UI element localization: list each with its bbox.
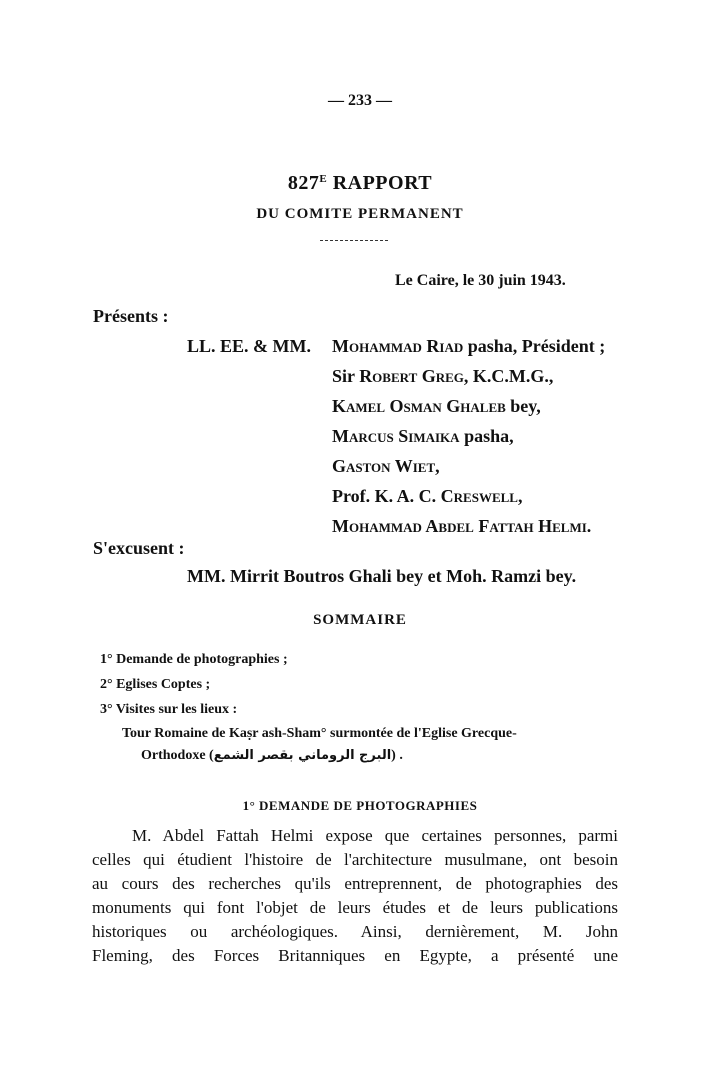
summary-item: 1° Demande de photographies ;	[100, 652, 288, 667]
report-word: RAPPORT	[332, 172, 433, 194]
member-line	[332, 366, 553, 387]
member-line	[332, 456, 440, 477]
member-rest: ,	[517, 486, 523, 506]
report-title	[0, 172, 720, 195]
excused-label: S'excusent :	[93, 538, 185, 558]
subitem-prefix: Orthodoxe (	[141, 748, 214, 763]
section-heading: 1° DEMANDE DE PHOTOGRAPHIES	[242, 798, 478, 813]
member-rest: bey,	[505, 396, 541, 416]
member-line	[332, 426, 514, 447]
member-name: Kamel Osman Ghaleb	[332, 396, 506, 416]
date-line: Le Caire, le 30 juin 1943.	[395, 272, 566, 289]
member-name: Mohammad Abdel Fattah Helmi	[332, 516, 587, 536]
paragraph-line: M. Abdel Fattah Helmi expose que certaines personnes, parmi	[132, 826, 618, 845]
member-name: Marcus Simaika	[332, 426, 460, 446]
paragraph-line: au cours des recherches qu'ils entreprennent, de photographies des	[92, 874, 618, 893]
report-number: 827	[287, 172, 320, 194]
member-rest: , K.C.M.G.,	[463, 366, 554, 386]
member-title: Prof. K. A. C.	[332, 486, 441, 506]
committee-title: DU COMITE PERMANENT	[256, 206, 464, 222]
summary-subitem-line2	[141, 748, 403, 764]
subitem-suffix: ) .	[391, 748, 403, 763]
paragraph-line: historiques ou archéologiques. Ainsi, dernièrement, M. John	[92, 922, 618, 941]
arabic-name: البرج الروماني بقصر الشمع	[213, 748, 392, 763]
member-name: Robert Greg	[359, 366, 464, 386]
member-rest: pasha,	[459, 426, 514, 446]
summary-item: 2° Eglises Coptes ;	[100, 677, 211, 692]
paragraph-line: Fleming, des Forces Britanniques en Egypte, a présenté une	[92, 946, 618, 965]
summary-title: SOMMAIRE	[313, 612, 407, 628]
presents-label: Présents :	[93, 306, 169, 326]
title-divider	[320, 240, 388, 241]
excused-line: MM. Mirrit Boutros Ghali bey et Moh. Ramzi bey.	[187, 566, 577, 586]
member-name: Gaston Wiet	[332, 456, 436, 476]
summary-item: 3° Visites sur les lieux :	[100, 702, 238, 717]
member-rest: .	[586, 516, 592, 536]
page-number: — 233 —	[328, 92, 392, 109]
paragraph-line: celles qui étudient l'histoire de l'architecture musulmane, ont besoin	[92, 850, 618, 869]
member-line	[332, 396, 541, 417]
report-number-suffix: E	[319, 173, 328, 185]
member-rest: pasha, Président ;	[463, 336, 606, 356]
summary-subitem: Tour Romaine de Kaṣr ash-Sham° surmontée de l'Eglise Grecque-	[122, 726, 517, 741]
member-line	[332, 486, 522, 507]
member-name: Creswell	[440, 486, 518, 506]
member-line	[332, 516, 591, 537]
member-title: Sir	[332, 366, 360, 386]
member-line	[332, 336, 605, 357]
members-prefix: LL. EE. & MM.	[187, 336, 311, 356]
member-rest: ,	[435, 456, 440, 476]
member-name: Mohammad Riad	[332, 336, 464, 356]
paragraph-line: monuments qui font l'objet de leurs études et de leurs publications	[92, 898, 618, 917]
